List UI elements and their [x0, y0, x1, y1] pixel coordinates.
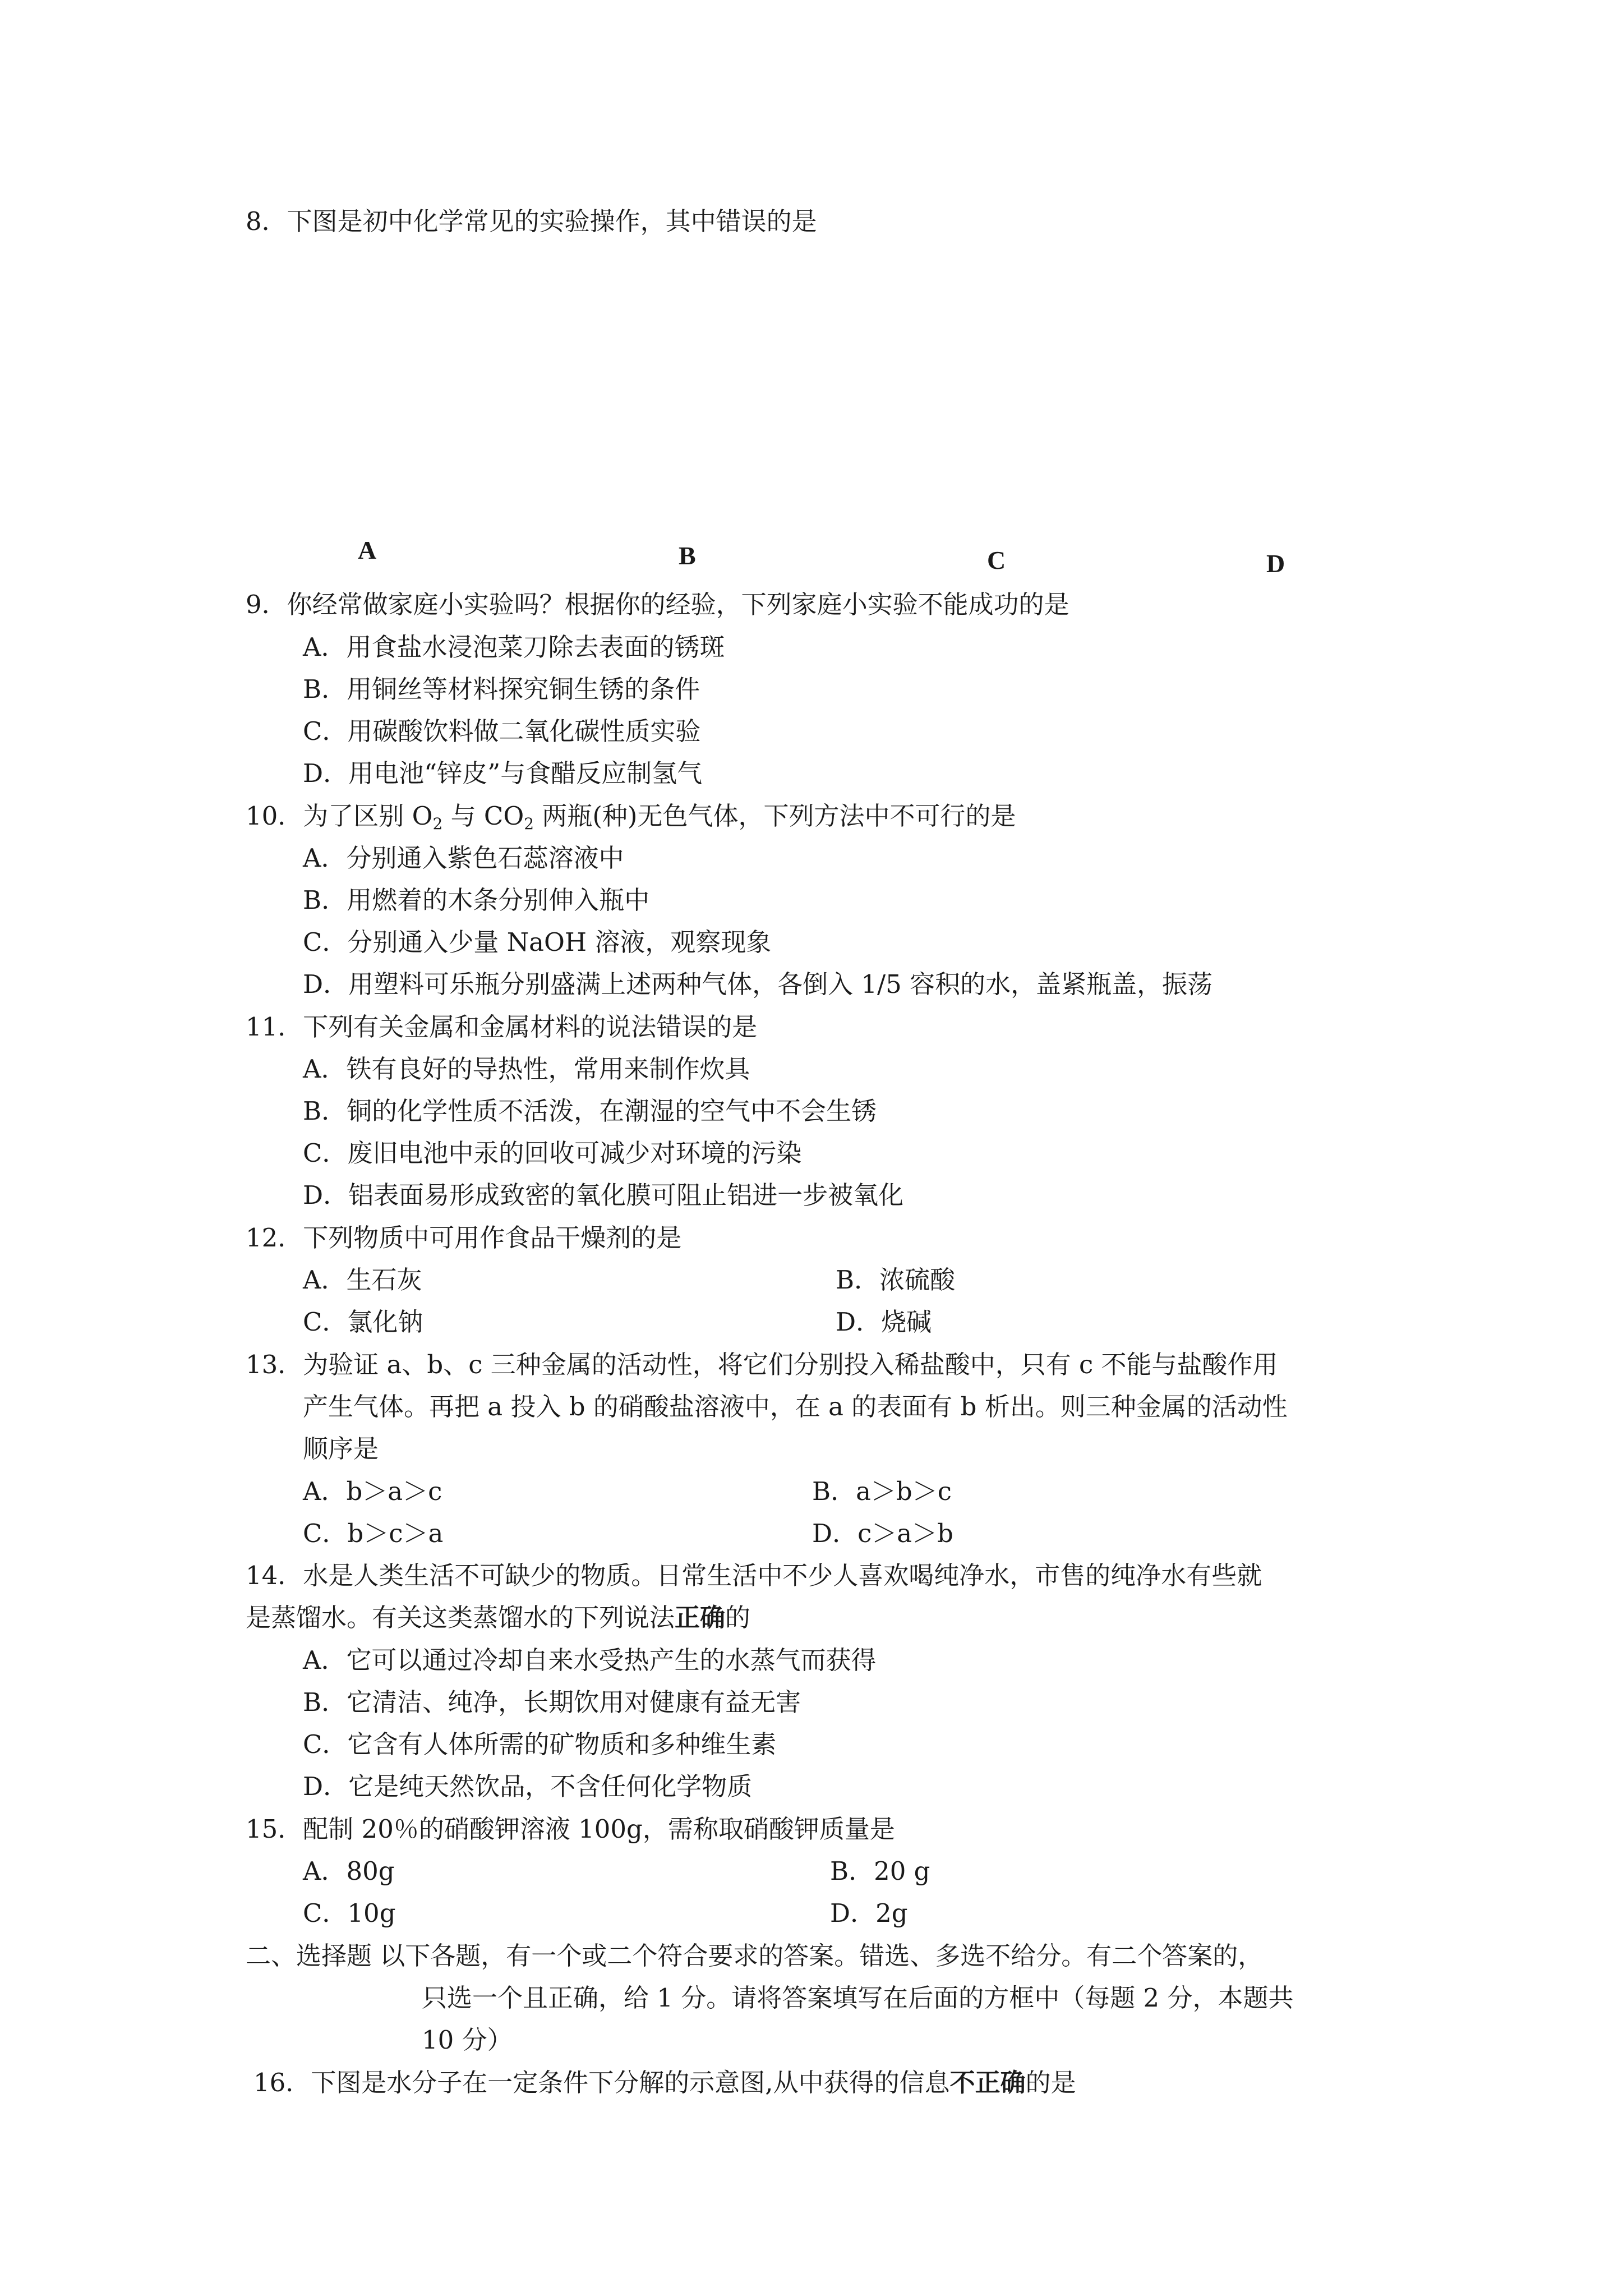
q9-stem: 9．你经常做家庭小实验吗？根据你的经验，下列家庭小实验不能成功的是: [246, 590, 1069, 619]
q14-option-a: A．它可以通过冷却自来水受热产生的水蒸气而获得: [303, 1645, 877, 1675]
section2-heading: 二、选择题 以下各题，有一个或二个符合要求的答案。错选、多选不给分。有二个答案的，: [246, 1941, 1264, 1971]
q15-option-a: A．80g: [303, 1856, 395, 1886]
q10-option-d: D．用塑料可乐瓶分别盛满上述两种气体，各倒入 1/5 容积的水，盖紧瓶盖，振荡: [303, 969, 1213, 999]
q14-stem-cont: 是蒸馏水。有关这类蒸馏水的下列说法正确的: [246, 1603, 751, 1632]
q11-stem: 11．下列有关金属和金属材料的说法错误的是: [246, 1012, 758, 1042]
q14-option-c: C．它含有人体所需的矿物质和多种维生素: [303, 1729, 777, 1759]
q9-option-b: B．用铜丝等材料探究铜生锈的条件: [303, 674, 700, 704]
q16-stem: 16．下图是水分子在一定条件下分解的示意图,从中获得的信息不正确的是: [253, 2068, 1076, 2097]
q13-option-a: A．b＞a＞c: [303, 1476, 442, 1506]
q8-label-d: D: [1266, 549, 1285, 578]
q15-option-d: D．2g: [830, 1898, 908, 1928]
q11-option-b: B．铜的化学性质不活泼，在潮湿的空气中不会生锈: [303, 1096, 877, 1126]
q12-option-a: A．生石灰: [303, 1265, 422, 1295]
q12-option-c: C．氯化钠: [303, 1307, 423, 1337]
q16-emphasis: 不正确: [949, 2068, 1026, 2097]
q14-option-b: B．它清洁、纯净，长期饮用对健康有益无害: [303, 1687, 801, 1717]
q13-option-d: D．c＞a＞b: [812, 1519, 953, 1548]
q12-stem: 12．下列物质中可用作食品干燥剂的是: [246, 1223, 682, 1253]
q8-stem: 8．下图是初中化学常见的实验操作，其中错误的是: [246, 206, 817, 236]
q11-option-d: D．铝表面易形成致密的氧化膜可阻止铝进一步被氧化: [303, 1180, 904, 1210]
q10-option-c: C．分别通入少量 NaOH 溶液，观察现象: [303, 927, 772, 957]
q13-option-c: C．b＞c＞a: [303, 1519, 444, 1548]
q8-label-c: C: [987, 546, 1006, 574]
q9-option-d: D．用电池“锌皮”与食醋反应制氢气: [303, 758, 703, 788]
q12-option-d: D．烧碱: [836, 1307, 932, 1337]
q12-option-b: B．浓硫酸: [836, 1265, 956, 1295]
q11-option-a: A．铁有良好的导热性，常用来制作炊具: [303, 1054, 750, 1084]
q14-emphasis: 正确: [675, 1603, 726, 1632]
q9-option-c: C．用碳酸饮料做二氧化碳性质实验: [303, 716, 701, 746]
q13-stem-cont-1: 产生气体。再把 a 投入 b 的硝酸盐溶液中，在 a 的表面有 b 析出。则三种金属的活动性: [303, 1392, 1288, 1421]
q15-stem: 15．配制 20％的硝酸钾溶液 100g，需称取硝酸钾质量是: [246, 1814, 895, 1844]
q8-label-b: B: [679, 541, 696, 570]
q10-option-a: A．分别通入紫色石蕊溶液中: [303, 843, 624, 873]
q13-stem: 13．为验证 a、b、c 三种金属的活动性，将它们分别投入稀盐酸中，只有 c 不能与盐酸作用: [246, 1350, 1278, 1379]
q10-stem: 10．为了区别 $O_2$ 与 $CO_2$ 两瓶(种)无色气体，下列方法中不可行的是: [246, 801, 1016, 833]
q14-option-d: D．它是纯天然饮品，不含任何化学物质: [303, 1772, 753, 1801]
q9-option-a: A．用食盐水浸泡菜刀除去表面的锈斑: [303, 632, 725, 662]
q14-stem: 14．水是人类生活不可缺少的物质。日常生活中不少人喜欢喝纯净水，市售的纯净水有些就: [246, 1561, 1262, 1590]
section2-instruction-cont-2: 10 分）: [422, 2025, 513, 2055]
section2-instruction-cont-1: 只选一个且正确，给 1 分。请将答案填写在后面的方框中（每题 2 分，本题共: [422, 1983, 1294, 2013]
q13-option-b: B．a＞b＞c: [812, 1476, 952, 1506]
q13-stem-cont-2: 顺序是: [303, 1434, 379, 1464]
q15-option-b: B．20 g: [830, 1856, 930, 1886]
q11-option-c: C．废旧电池中汞的回收可减少对环境的污染: [303, 1138, 802, 1168]
q10-option-b: B．用燃着的木条分别伸入瓶中: [303, 885, 650, 915]
q15-option-c: C．10g: [303, 1898, 396, 1928]
q8-figure-area: [246, 247, 1367, 527]
q8-label-a: A: [358, 536, 377, 564]
